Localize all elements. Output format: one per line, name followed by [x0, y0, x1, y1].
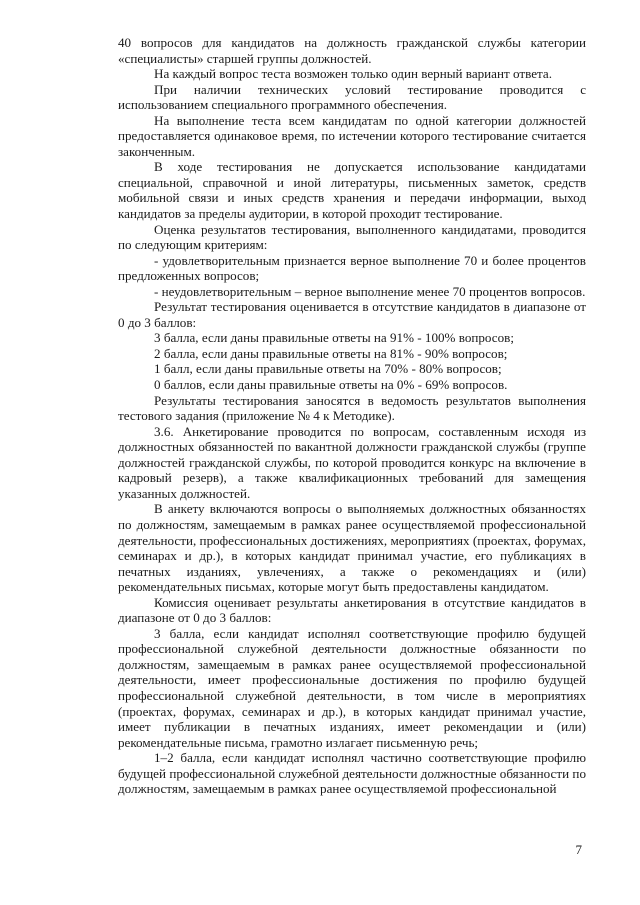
page-number: 7: [575, 842, 582, 857]
paragraph-1: 40 вопросов для кандидатов на должность гражданской службы категории «специалисты» старшей группы должностей.: [118, 35, 586, 66]
paragraph-8: - неудовлетворительным – верное выполнение менее 70 процентов вопросов.: [154, 283, 586, 299]
paragraph-13: 0 баллов, если даны правильные ответы на 0% - 69% вопросов.: [154, 377, 508, 393]
paragraph-5: В ходе тестирования не допускается использование кандидатами специальной, справочной и иной литературы, письменных заметок, средств мобильной связи и иных средств хранения и передачи информации, выход кандидатов за пределы аудитории, в которой проходит тестирование.: [118, 159, 586, 222]
paragraph-16: В анкету включаются вопросы о выполняемых должностных обязанностях по должностям, замещаемым в рамках ранее осуществляемой профессиональной деятельности, профессиональных достижениях, мероприятиях (проектах, форумах, семинарах и др.), в которых кандидат принимал участие, его публикациях в печатных изданиях, увлечениях, а также о рекомендациях и (или) рекомендательных письмах, которые могут быть предоставлены кандидатом.: [118, 501, 586, 595]
paragraph-6: Оценка результатов тестирования, выполненного кандидатами, проводится по следующим критериям:: [118, 221, 586, 253]
paragraph-10: 3 балла, если даны правильные ответы на 91% - 100% вопросов;: [154, 330, 514, 346]
paragraph-3: При наличии технических условий тестирование проводится с использованием специального программного обеспечения.: [118, 81, 586, 113]
paragraph-7: - удовлетворительным признается верное выполнение 70 и более процентов предложенных вопросов;: [118, 252, 586, 284]
paragraph-15: 3.6. Анкетирование проводится по вопросам, составленным исходя из должностных обязанностей по вакантной должности гражданской службы (группе должностей гражданской службы, по которой проводится конкурс на включение в кадровый резерв), а также квалификационных требований для замещения указанных должностей.: [118, 423, 586, 501]
paragraph-11: 2 балла, если даны правильные ответы на 81% - 90% вопросов;: [154, 345, 508, 361]
paragraph-4: На выполнение теста всем кандидатам по одной категории должностей предоставляется одинаковое время, по истечении которого тестирование считается законченным.: [118, 112, 586, 159]
paragraph-14: Результаты тестирования заносятся в ведомость результатов выполнения тестового задания (приложение № 4 к Методике).: [118, 392, 586, 424]
paragraph-12: 1 балл, если даны правильные ответы на 70% - 80% вопросов;: [154, 361, 502, 377]
paragraph-17: Комиссия оценивает результаты анкетирования в отсутствие кандидатов в диапазоне от 0 до 3 баллов:: [118, 594, 586, 626]
paragraph-18: 3 балла, если кандидат исполнял соответствующие профилю будущей профессиональной служебной деятельности должностные обязанности по должностям, замещаемым в рамках ранее осуществляемой профессиональной деятельности, имеет профессиональные достижения по профилю будущей профессиональной служебной деятельности, в том числе в мероприятиях (проектах, форумах, семинарах и др.), в которых кандидат принимал участие, имеет публикации в печатных изданиях, имеет рекомендации и (или) рекомендательные письма, грамотно излагает письменную речь;: [118, 625, 586, 750]
paragraph-19: 1–2 балла, если кандидат исполнял частично соответствующие профилю будущей профессиональной служебной деятельности должностные обязанности по должностям, замещаемым в рамках ранее осуществляемой профессиональной: [118, 750, 586, 797]
paragraph-9: Результат тестирования оценивается в отсутствие кандидатов в диапазоне от 0 до 3 баллов:: [118, 299, 586, 330]
document-body: [118, 35, 586, 797]
paragraph-2: На каждый вопрос теста возможен только один верный вариант ответа.: [154, 66, 552, 82]
